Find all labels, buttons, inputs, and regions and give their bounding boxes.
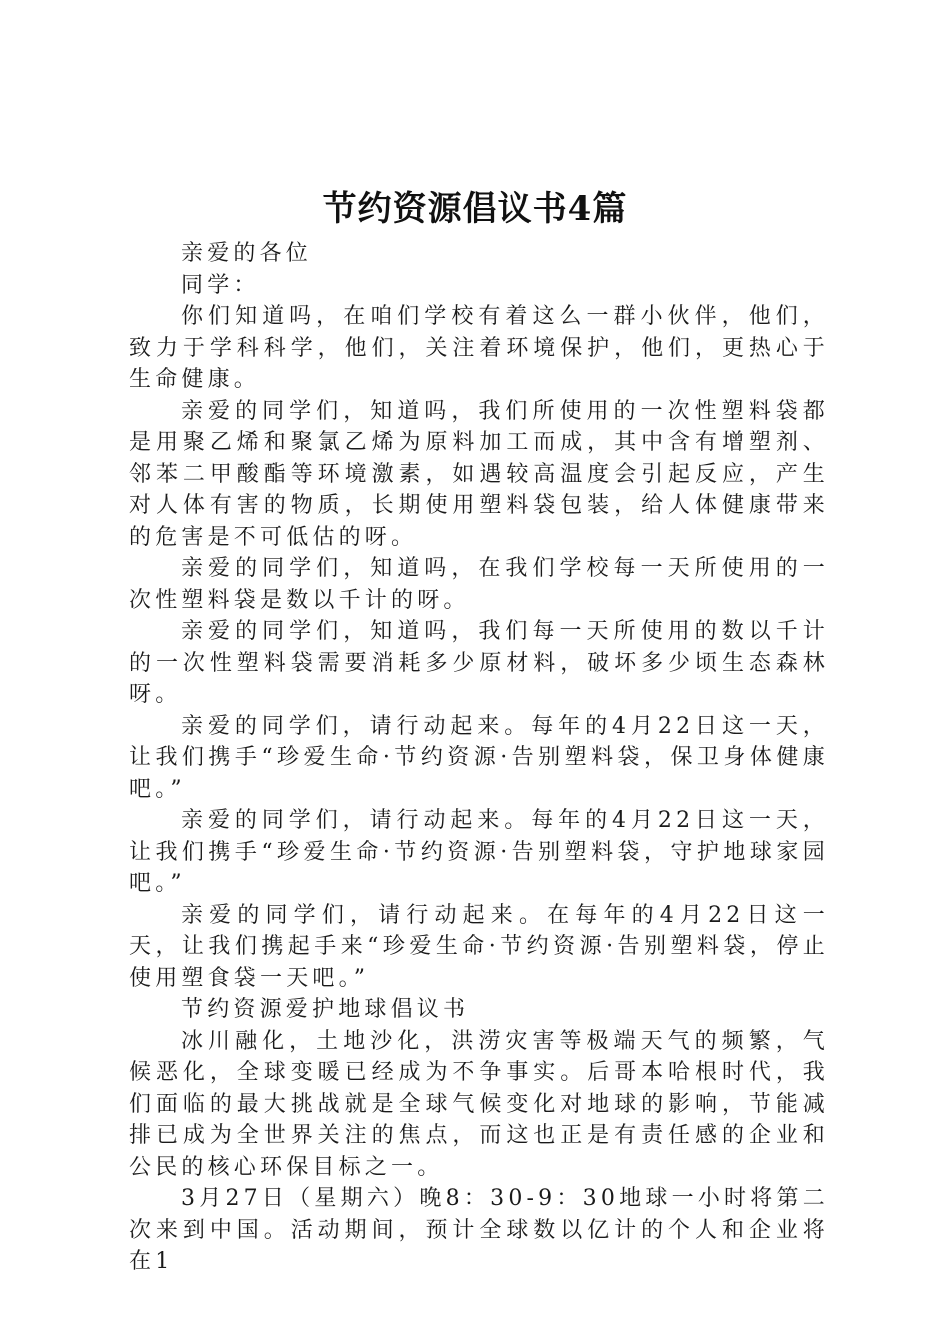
salutation-line-1: 亲爱的各位 bbox=[181, 241, 313, 266]
paragraph: 亲爱的同学们，知道吗，我们所使用的一次性塑料袋都是用聚乙烯和聚氯乙烯为原料加工而成，其中含有增塑剂、邻苯二甲酸酯等环境激素，如遇较高温度会引起反应，产生对人体有害的物质，长期使用塑料袋包装，给人体健康带来的危害是不可低估的呀。 bbox=[129, 398, 829, 550]
paragraph: 亲爱的同学们，知道吗，在我们学校每一天所使用的一次性塑料袋是数以千计的呀。 bbox=[129, 556, 829, 613]
section-heading: 节约资源爱护地球倡议书 bbox=[181, 997, 470, 1022]
paragraph: 亲爱的同学们，知道吗，我们每一天所使用的数以千计的一次性塑料袋需要消耗多少原材料，破坏多少顷生态森林呀。 bbox=[129, 619, 829, 707]
paragraph: 亲爱的同学们，请行动起来。每年的4月22日这一天，让我们携手“珍爱生命·节约资源·告别塑料袋，守护地球家园吧。” bbox=[129, 808, 829, 896]
paragraph: 亲爱的同学们，请行动起来。每年的4月22日这一天，让我们携手“珍爱生命·节约资源·告别塑料袋，保卫身体健康吧。” bbox=[129, 713, 829, 802]
paragraph: 你们知道吗，在咱们学校有着这么一群小伙伴，他们，致力于学科科学，他们，关注着环境保护，他们，更热心于生命健康。 bbox=[129, 304, 829, 392]
salutation-line-2: 同学： bbox=[181, 272, 260, 298]
paragraph: 亲爱的同学们，请行动起来。在每年的4月22日这一天，让我们携起手来“珍爱生命·节约资源·告别塑料袋，停止使用塑食袋一天吧。” bbox=[129, 902, 829, 991]
paragraph: 3月27日（星期六）晚8：30-9：30地球一小时将第二次来到中国。活动期间，预计全球数以亿计的个人和企业将在1 bbox=[129, 1186, 829, 1274]
paragraph: 冰川融化，土地沙化，洪涝灾害等极端天气的频繁，气候恶化，全球变暖已经成为不争事实。后哥本哈根时代，我们面临的最大挑战就是全球气候变化对地球的影响，节能减排已成为全世界关注的焦点，而这也正是有责任感的企业和公民的核心环保目标之一。 bbox=[129, 1028, 829, 1180]
document-title: 节约资源倡议书4篇 bbox=[322, 189, 628, 229]
document-body bbox=[129, 238, 829, 1278]
